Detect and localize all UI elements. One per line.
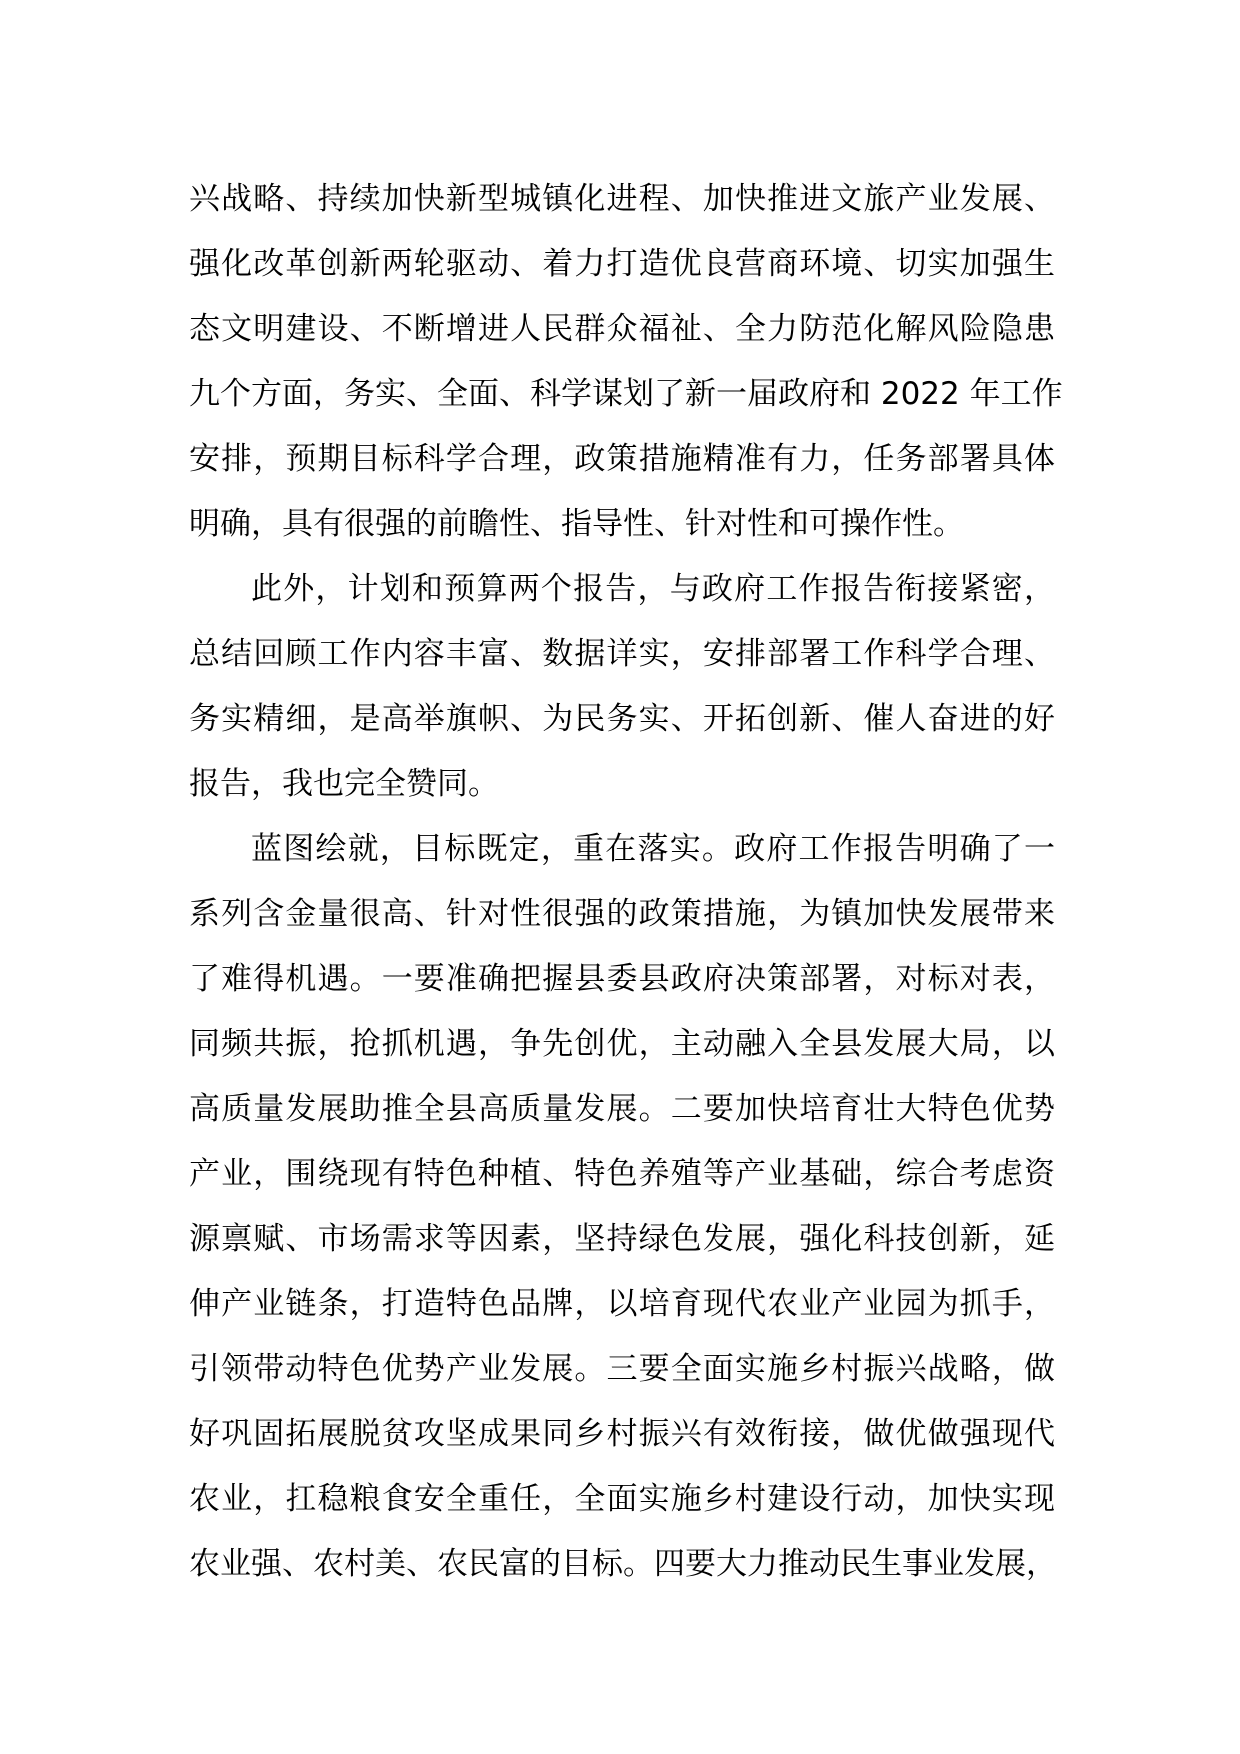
text-line: 系列含金量很高、针对性很强的政策措施，为镇加快发展带来	[189, 896, 1055, 932]
text-line: 兴战略、持续加快新型城镇化进程、加快推进文旅产业发展、	[189, 181, 1055, 217]
text-line: 高质量发展助推全县高质量发展。二要加快培育壮大特色优势	[189, 1091, 1055, 1127]
text-line: 好巩固拓展脱贫攻坚成果同乡村振兴有效衔接，做优做强现代	[189, 1416, 1055, 1452]
body-text	[189, 167, 1089, 1597]
text-line: 蓝图绘就，目标既定，重在落实。政府工作报告明确了一	[251, 831, 1055, 867]
text-line: 引领带动特色优势产业发展。三要全面实施乡村振兴战略，做	[189, 1351, 1055, 1387]
text-line: 伸产业链条，打造特色品牌，以培育现代农业产业园为抓手，	[189, 1286, 1055, 1322]
text-line: 了难得机遇。一要准确把握县委县政府决策部署，对标对表，	[189, 961, 1055, 997]
paragraph-1	[189, 167, 1089, 557]
text-line: 态文明建设、不断增进人民群众福祉、全力防范化解风险隐患	[189, 311, 1055, 347]
text-line: 农业强、农村美、农民富的目标。四要大力推动民生事业发展，	[189, 1546, 1057, 1582]
text-line: 九个方面，务实、全面、科学谋划了新一届政府和 2022 年工作	[189, 376, 1063, 412]
text-line: 明确，具有很强的前瞻性、指导性、针对性和可操作性。	[189, 506, 964, 542]
text-line: 强化改革创新两轮驱动、着力打造优良营商环境、切实加强生	[189, 246, 1055, 282]
text-line: 务实精细，是高举旗帜、为民务实、开拓创新、催人奋进的好	[189, 701, 1055, 737]
paragraph-3	[189, 817, 1089, 1597]
text-line: 报告，我也完全赞同。	[189, 766, 499, 802]
paragraph-2	[189, 557, 1089, 817]
text-line: 总结回顾工作内容丰富、数据详实，安排部署工作科学合理、	[189, 636, 1055, 672]
text-line: 安排，预期目标科学合理，政策措施精准有力，任务部署具体	[189, 441, 1055, 477]
text-line: 同频共振，抢抓机遇，争先创优，主动融入全县发展大局，以	[189, 1026, 1055, 1062]
text-line: 农业，扛稳粮食安全重任，全面实施乡村建设行动，加快实现	[189, 1481, 1055, 1517]
text-line: 源禀赋、市场需求等因素，坚持绿色发展，强化科技创新，延	[189, 1221, 1055, 1257]
text-line: 此外，计划和预算两个报告，与政府工作报告衔接紧密，	[251, 571, 1055, 607]
text-line: 产业，围绕现有特色种植、特色养殖等产业基础，综合考虑资	[189, 1156, 1055, 1192]
